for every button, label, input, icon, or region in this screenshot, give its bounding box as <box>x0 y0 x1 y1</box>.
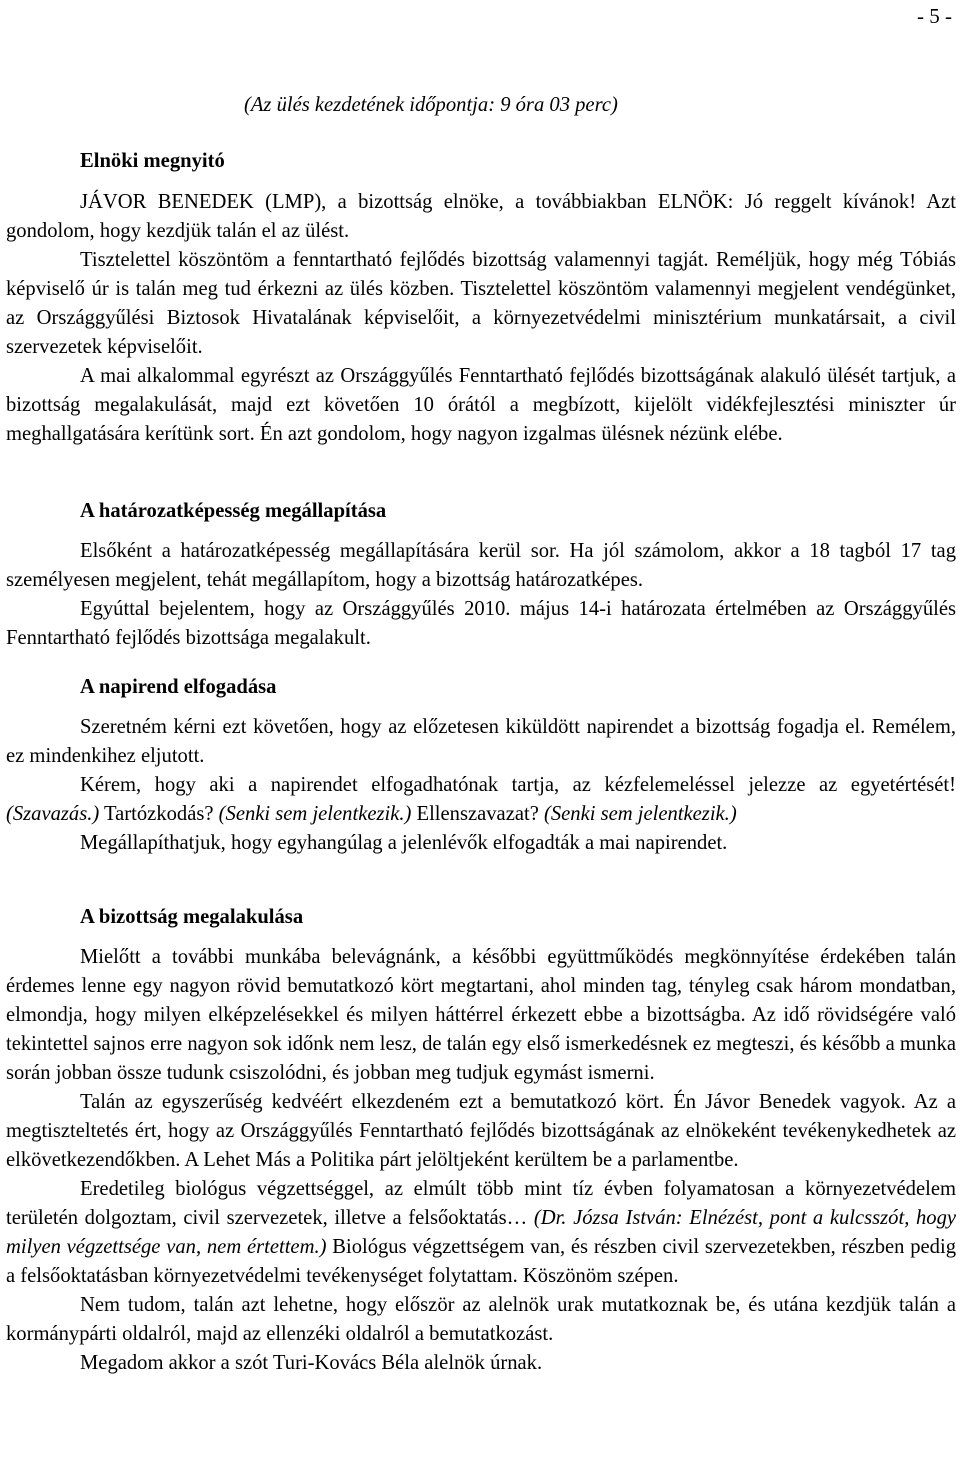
paragraph: Talán az egyszerűség kedvéért elkezdeném ezt a bemutatkozó kört. Én Jávor Benedek vagyok. Az a megtiszteltetés ért, hogy az Országgyűlés Fenntartható fejlődés bizottságának az elnökeként tevékenykedhetek az elkövetkezendőkben. A Lehet Más a Politika párt jelöltjeként kerültem be a parlamentbe. <box>6 1091 956 1171</box>
paragraph: JÁVOR BENEDEK (LMP), a bizottság elnöke, a továbbiakban ELNÖK: Jó reggelt kívánok! Azt gondolom, hogy kezdjük talán el az ülést. <box>6 191 956 242</box>
paragraph: A mai alkalommal egyrészt az Országgyűlés Fenntartható fejlődés bizottságának alakuló ülését tartjuk, a bizottság megalakulását, majd ezt követően 10 órától a megbízott, kijelölt vidékfejlesztési miniszter úr meghallgatására kerítünk sort. Én azt gondolom, hogy nagyon izgalmas ülésnek nézünk elébe. <box>6 365 956 445</box>
paragraph: Megadom akkor a szót Turi-Kovács Béla alelnök úrnak. <box>80 1352 543 1374</box>
paragraph: Tisztelettel köszöntöm a fenntartható fejlődés bizottság valamennyi tagját. Reméljük, hogy még Tóbiás képviselő úr is talán meg tud érkezni az ülés közben. Tisztelettel köszöntöm valamennyi megjelent vendégünket, az Országgyűlési Biztosok Hivatalának képviselőit, a környezetvédelmi minisztérium munkatársait, a civil szervezetek képviselőit. <box>6 249 956 358</box>
paragraph: Mielőtt a további munkába belevágnánk, a későbbi együttműködés megkönnyítése érdekében talán érdemes lenne egy nagyon rövid bemutatkozó kört megtartani, ahol minden tag, tényleg csak három mondatban, elmondja, hogy milyen elképzelésekkel és milyen háttérrel érkezett ebbe a bizottságba. Az idő rövidségére való tekintettel sajnos erre nagyon sok időnk nem lesz, de talán egy első ismerkedésnek ez megteszi, és később a munka során jobban össze tudunk csiszolódni, és jobban meg tudjuk egymást ismerni. <box>6 946 956 1084</box>
stage-direction: (Senki sem jelentkezik.) <box>218 803 412 825</box>
paragraph: Egyúttal bejelentem, hogy az Országgyűlés 2010. május 14-i határozata értelmében az Országgyűlés Fenntartható fejlődés bizottsága megalakult. <box>6 598 956 649</box>
paragraph: Elsőként a határozatképesség megállapítására kerül sor. Ha jól számolom, akkor a 18 tagból 17 tag személyesen megjelent, tehát megállapítom, hogy a bizottság határozatképes. <box>6 540 956 591</box>
paragraph: Megállapíthatjuk, hogy egyhangúlag a jelenlévők elfogadták a mai napirendet. <box>80 832 728 854</box>
text-run: Tartózkodás? <box>99 803 219 825</box>
paragraph <box>6 771 956 829</box>
section-title-agenda: A napirend elfogadása <box>80 676 277 698</box>
text-run: Kérem, hogy aki a napirendet elfogadhatónak tartja, az kézfelemeléssel jelezze az egyetértését! <box>80 774 956 796</box>
paragraph: Nem tudom, talán azt lehetne, hogy először az alelnök urak mutatkoznak be, és utána kezdjük talán a kormánypárti oldalról, majd az ellenzéki oldalról a bemutatkozást. <box>6 1294 956 1345</box>
text-run: Eredetileg biológus végzettséggel, az elmúlt több mint tíz évben folyamatosan a környezetvédelem területén dolgoztam, civil szervezetek, illetve a felsőoktatás… <box>6 1178 956 1229</box>
page-number: - 5 - <box>917 4 952 28</box>
paragraph: Szeretném kérni ezt követően, hogy az előzetesen kiküldött napirendet a bizottság fogadja el. Remélem, ez mindenkihez eljutott. <box>6 716 956 767</box>
section-opening-body <box>6 188 956 449</box>
section-title-opening: Elnöki megnyitó <box>80 150 225 172</box>
text-run: Ellenszavazat? <box>411 803 544 825</box>
section-formation-body <box>6 943 956 1378</box>
session-start-time: (Az ülés kezdetének időpontja: 9 óra 03 perc) <box>244 94 618 116</box>
paragraph <box>6 1175 956 1291</box>
section-title-formation: A bizottság megalakulása <box>80 906 304 928</box>
section-title-quorum: A határozatképesség megállapítása <box>80 500 387 522</box>
stage-direction: (Senki sem jelentkezik.) <box>544 803 737 825</box>
text-run: Biológus végzettségem van, és részben civil szervezetekben, részben pedig a felsőoktatásban környezetvédelmi tevékenységet folytattam. Köszönöm szépen. <box>6 1236 956 1287</box>
section-quorum-body <box>6 537 956 653</box>
section-agenda-body <box>6 713 956 858</box>
stage-direction: (Szavazás.) <box>6 803 100 825</box>
interjection: (Dr. Józsa István: Elnézést, pont a kulcsszót, hogy milyen végzettsége van, nem értettem.) <box>6 1207 957 1258</box>
